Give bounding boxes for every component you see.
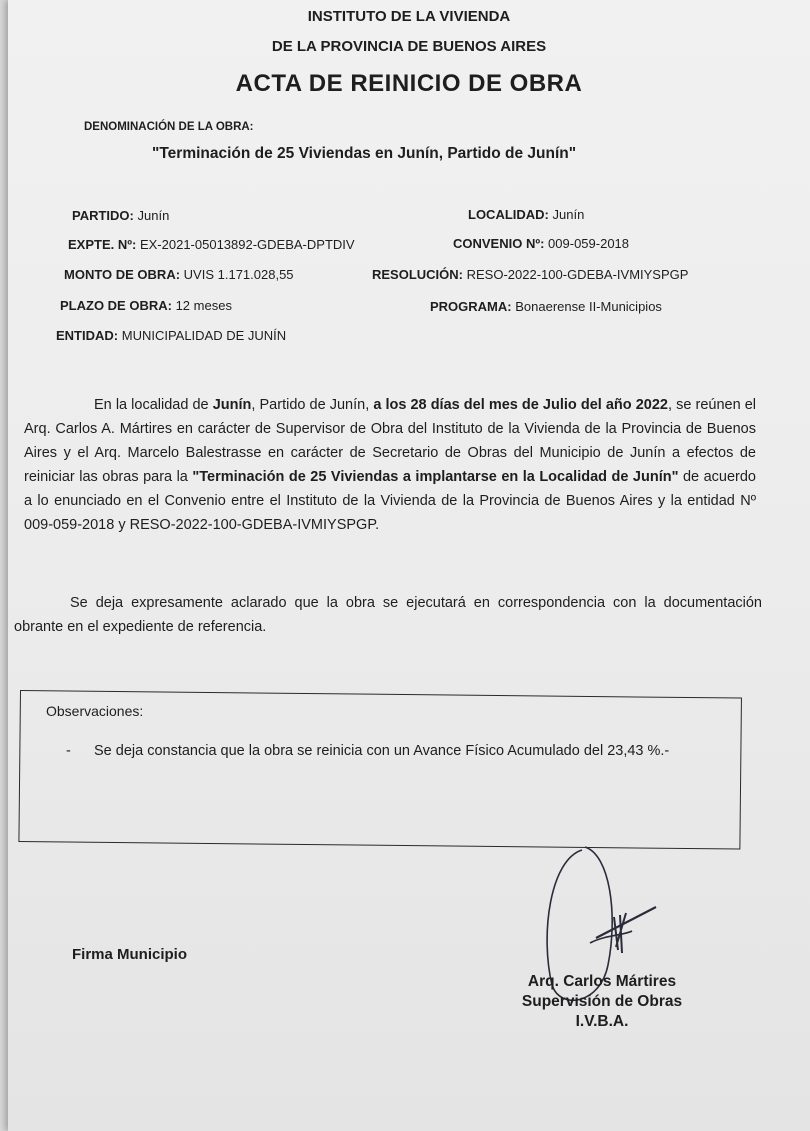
body-paragraph-2: Se deja expresamente aclarado que la obra se ejecutará en correspondencia con la documentación obrante en el expediente de referencia. xyxy=(14,595,762,635)
partido-label: PARTIDO: xyxy=(72,208,134,223)
partido-value: Junín xyxy=(137,208,170,223)
programa-field xyxy=(430,299,662,314)
signatory-name: Arq. Carlos Mártires xyxy=(527,973,677,990)
signatory-role: Supervisión de Obras xyxy=(521,993,683,1010)
p1-text-e: , se reúnen el Arq. Carlos A. Mártires en carácter de Supervisor de Obra del Instituto de la Vivienda de la Provincia de Buenos Aires y el Arq. Marcelo Balestrasse en carácter de Secretario de Obras del Municipio de Junín a efectos de reiniciar las obras para la xyxy=(24,397,757,485)
convenio-value: 009-059-2018 xyxy=(548,236,630,251)
p1-bold-b: Junín xyxy=(212,397,252,413)
expte-value: EX-2021-05013892-GDEBA-DPTDIV xyxy=(139,237,355,252)
document-title: ACTA DE REINICIO DE OBRA xyxy=(235,70,583,97)
entidad-field xyxy=(56,328,286,343)
localidad-label: LOCALIDAD: xyxy=(468,207,549,222)
partido-field xyxy=(72,208,169,223)
p1-text-g: de acuerdo a lo enunciado en el Convenio entre el Instituto de la Vivienda de la Provincia de Buenos Aires y la entidad Nº 009-059-2018 y RESO-2022-100-GDEBA-IVMIYSPGP. xyxy=(24,469,756,533)
denominacion-label: DENOMINACIÓN DE LA OBRA: xyxy=(84,121,254,133)
signatory-block xyxy=(500,972,704,1032)
convenio-label: CONVENIO Nº: xyxy=(453,236,545,251)
monto-label: MONTO DE OBRA: xyxy=(64,267,181,282)
p1-text-a: En la localidad de xyxy=(94,397,213,413)
localidad-field xyxy=(468,207,584,222)
resolucion-field xyxy=(372,267,688,282)
p1-text-c: , Partido de Junín, xyxy=(251,397,374,413)
resolucion-label: RESOLUCIÓN: xyxy=(372,267,463,282)
denominacion-value: "Terminación de 25 Viviendas en Junín, Partido de Junín" xyxy=(152,145,577,162)
monto-value: UVIS 1.171.028,55 xyxy=(183,267,294,282)
localidad-value: Junín xyxy=(552,207,585,222)
observaciones-text: Se deja constancia que la obra se reinicia con un Avance Físico Acumulado del 23,43 %.- xyxy=(94,743,670,759)
convenio-field xyxy=(453,236,629,251)
plazo-value: 12 meses xyxy=(175,298,232,313)
monto-field xyxy=(64,267,294,282)
entidad-label: ENTIDAD: xyxy=(56,328,119,343)
programa-label: PROGRAMA: xyxy=(430,299,512,314)
expte-label: EXPTE. Nº: xyxy=(68,237,137,252)
observaciones-item xyxy=(66,743,669,759)
entidad-value: MUNICIPALIDAD DE JUNÍN xyxy=(121,328,287,343)
p1-bold-obra: "Terminación de 25 Viviendas a implantarse en la Localidad de Junín" xyxy=(192,469,679,485)
observaciones-label: Observaciones: xyxy=(46,703,144,719)
province-name: DE LA PROVINCIA DE BUENOS AIRES xyxy=(271,38,547,55)
bullet-dash: - xyxy=(66,743,71,759)
signatory-org: I.V.B.A. xyxy=(575,1013,629,1030)
expte-field xyxy=(68,237,355,252)
firma-municipio-label: Firma Municipio xyxy=(72,946,188,963)
programa-value: Bonaerense II-Municipios xyxy=(515,299,662,314)
p1-bold-date: a los 28 días del mes de Julio del año 2022 xyxy=(373,397,668,413)
plazo-label: PLAZO DE OBRA: xyxy=(60,298,172,313)
body-paragraph-1 xyxy=(24,393,756,537)
resolucion-value: RESO-2022-100-GDEBA-IVMIYSPGP xyxy=(466,267,689,282)
plazo-field xyxy=(60,298,232,313)
institute-name: INSTITUTO DE LA VIVIENDA xyxy=(307,8,511,25)
